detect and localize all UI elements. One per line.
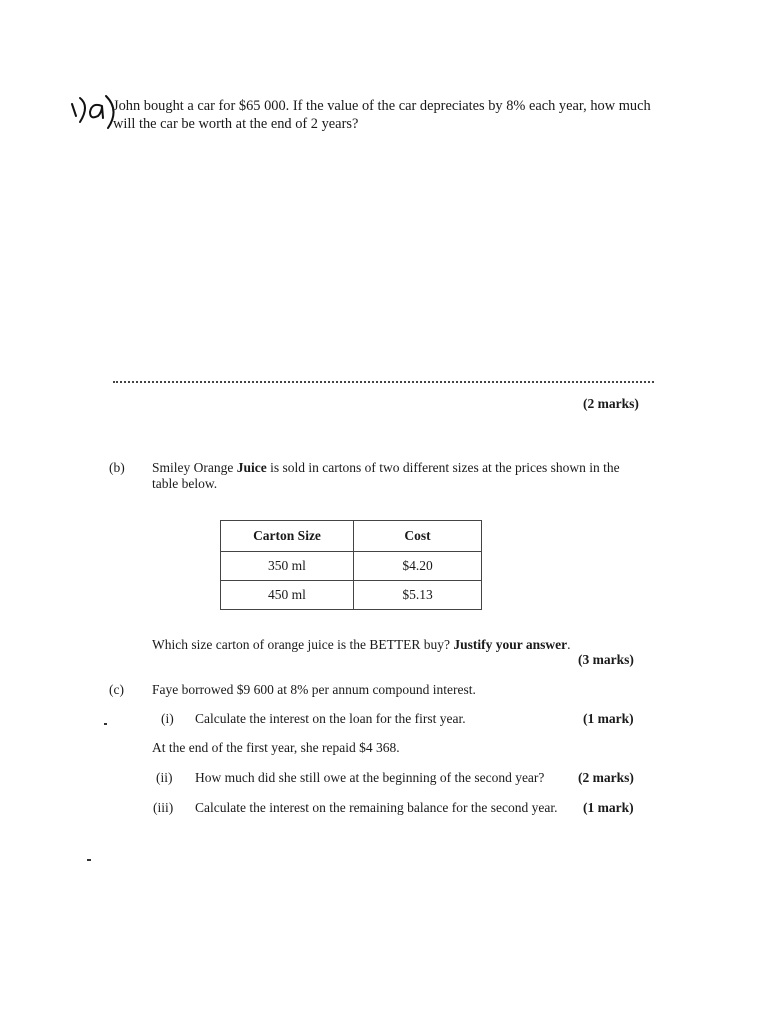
question-c-part-ii-number: (ii)	[156, 770, 173, 785]
answer-line	[113, 381, 654, 383]
table-cell-size: 350 ml	[221, 552, 354, 581]
question-c-part-i-number: (i)	[161, 711, 174, 726]
question-b-intro-part2: is sold in cartons of two different sizes at the prices shown in the	[266, 460, 620, 475]
question-c-intro: Faye borrowed $9 600 at 8% per annum compound interest.	[152, 682, 476, 697]
question-b-question-bold: Justify your answer	[453, 637, 568, 652]
question-1a-line1: John bought a car for $65 000. If the value of the car depreciates by 8% each year, how much	[113, 98, 651, 114]
table-row	[221, 581, 482, 610]
stray-mark	[104, 723, 107, 725]
question-b-label: (b)	[109, 460, 125, 475]
question-1a-marks: (2 marks)	[583, 396, 639, 411]
question-1a-line2: will the car be worth at the end of 2 years?	[113, 116, 359, 132]
table-header-cost: Cost	[354, 521, 482, 552]
stray-mark	[87, 859, 91, 861]
question-c-part-iii-marks: (1 mark)	[583, 800, 634, 815]
table-row	[221, 552, 482, 581]
question-b-marks: (3 marks)	[578, 652, 634, 667]
question-b-intro-line2: table below.	[152, 476, 218, 491]
question-c-part-i-marks: (1 mark)	[583, 711, 634, 726]
question-b-question	[152, 637, 632, 653]
table-cell-cost: $4.20	[354, 552, 482, 581]
question-c-part-iii-number: (iii)	[153, 800, 174, 815]
question-c-part-ii-text: How much did she still owe at the beginning of the second year?	[195, 770, 545, 785]
question-c-label: (c)	[109, 682, 124, 697]
question-b-intro	[152, 460, 652, 492]
question-b-question-end: .	[567, 637, 571, 652]
table-cell-size: 450 ml	[221, 581, 354, 610]
question-c-part-iii-text: Calculate the interest on the remaining balance for the second year.	[195, 800, 558, 815]
question-c-part-i-text: Calculate the interest on the loan for the first year.	[195, 711, 466, 726]
question-b-question-text: Which size carton of orange juice is the BETTER buy?	[152, 637, 454, 652]
question-c-part-ii-marks: (2 marks)	[578, 770, 634, 785]
table-header-row	[221, 521, 482, 552]
table-cell-cost: $5.13	[354, 581, 482, 610]
question-b-intro-part1: Smiley Orange	[152, 460, 237, 475]
question-b-intro-bold: Juice	[236, 460, 267, 475]
carton-cost-table	[220, 520, 482, 610]
question-c-mid-text: At the end of the first year, she repaid $4 368.	[152, 740, 400, 755]
question-1a-text	[113, 97, 673, 133]
table-header-carton-size: Carton Size	[221, 521, 354, 552]
